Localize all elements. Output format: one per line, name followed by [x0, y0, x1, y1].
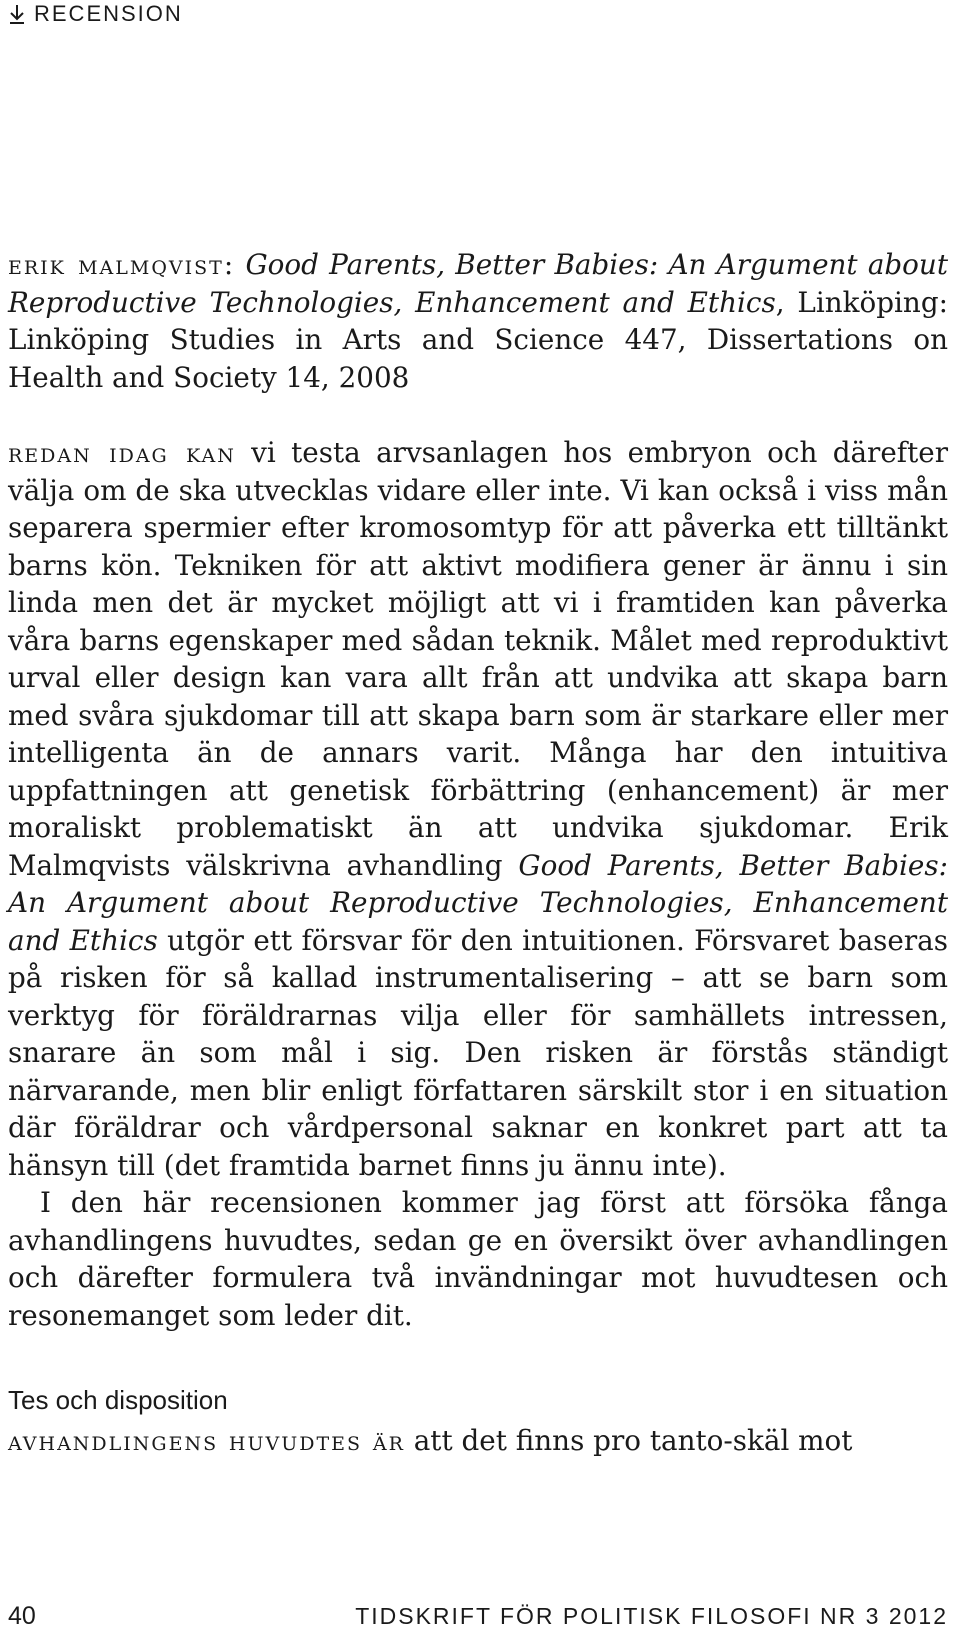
thesis-leadin: avhandlingens huvudtes är — [8, 1424, 405, 1457]
intro-text-2: utgör ett försvar för den intuitionen. Försvaret baseras på risken för så kallad instrumentalisering – att se barn som verktyg för föräldrarnas vilja eller för samhällets intressen, snarare än som mål i sig. Den risken är förstås ständigt närvarande, men blir enligt författaren särskilt stor i en situation där föräldrar och vårdpersonal saknar en konkret part att ta hänsyn till (det framtida barnet finns ju ännu inte). — [8, 923, 948, 1182]
book-author: erik malmqvist: — [8, 248, 236, 281]
section-heading: Tes och disposition — [8, 1385, 228, 1415]
bibliographic-entry — [8, 246, 948, 396]
document-page — [8, 0, 948, 1649]
overview-paragraph: I den här recensionen kommer jag först att försöka fånga avhandlingens huvudtes, sedan ge en översikt över avhandlingen och därefter formulera två invändningar mot huvudtesen och resonemanget som leder dit. — [8, 1186, 948, 1332]
intro-paragraph — [8, 434, 948, 1184]
section-label: RECENSION — [34, 1, 183, 26]
page-number: 40 — [8, 1601, 36, 1630]
section-marker — [8, 0, 183, 28]
intro-leadin: redan idag kan — [8, 436, 236, 469]
arrow-down-icon — [8, 3, 26, 25]
thesis-text: att det finns pro tanto-skäl mot — [404, 1424, 853, 1457]
book-details: , Linköping: Linköping Studies in Arts and Science 447, Dissertations on Health and Society 14, 2008 — [8, 285, 948, 394]
article-body — [8, 246, 948, 1460]
page-footer — [8, 1598, 948, 1634]
intro-text-1: vi testa arvsanlagen hos embryon och därefter välja om de ska utvecklas vidare eller inte. Vi kan också i viss mån separera spermier efter kromosomtyp för att påverka ett tilltänkt barns kön. Tekniken för att aktivt modifiera gener är ännu i sin linda men det är mycket möjligt att vi i framtiden kan påverka våra barns egenskaper med sådan teknik. Målet med reproduktivt urval eller design kan vara allt från att undvika att skapa barn med svåra sjukdomar till att skapa barn som är starkare eller mer intelligenta än de annars varit. Många har den intuitiva uppfattningen att genetisk förbättring (enhancement) är mer moraliskt problematiskt än att undvika sjukdomar. Erik Malmqvists välskrivna avhandling — [8, 436, 948, 882]
thesis-paragraph — [8, 1422, 948, 1460]
journal-name: TIDSKRIFT FÖR POLITISK FILOSOFI NR 3 2012 — [355, 1602, 948, 1629]
intro-book-title: Good Parents, Better Babies: An Argument about Reproductive Technologies, Enhancement and Ethics — [8, 848, 949, 957]
book-title: Good Parents, Better Babies: An Argument about Reproductive Technologies, Enhancement and Ethics — [8, 248, 948, 319]
